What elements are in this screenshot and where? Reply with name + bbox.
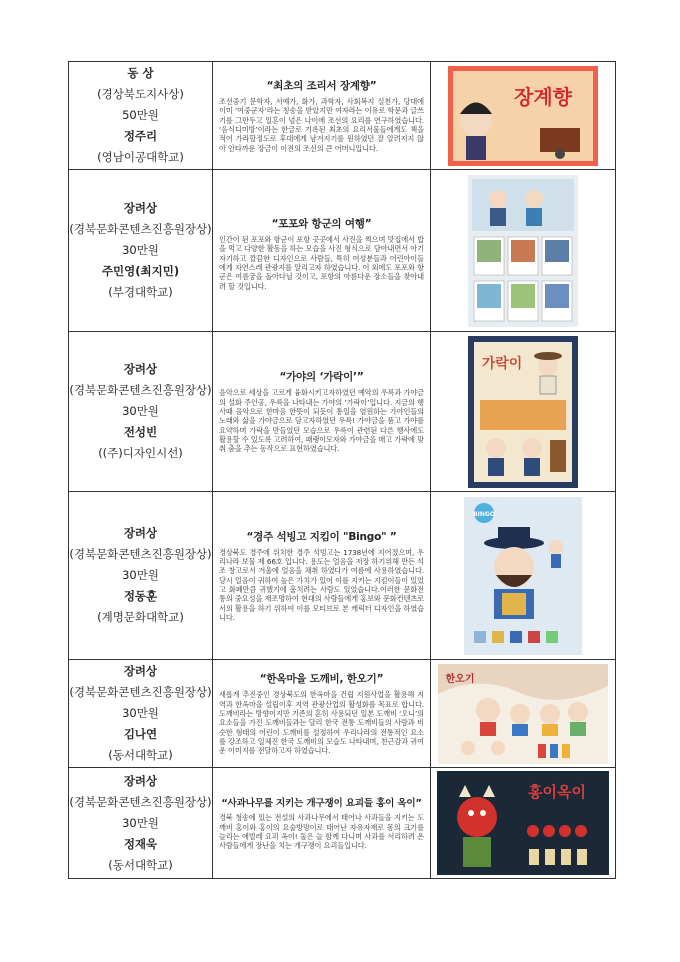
image-title-text: 장계향	[514, 84, 572, 109]
award-prize: 30만원	[122, 706, 159, 720]
award-prize: 30만원	[122, 243, 159, 257]
award-sponsor: (경북문화콘텐츠진흥원장상)	[69, 685, 212, 699]
award-prize: 30만원	[122, 815, 159, 830]
award-info-cell	[69, 332, 213, 492]
image-logo-text: BINGO	[473, 510, 495, 518]
winner-school: (영남이공대학교)	[97, 150, 184, 164]
entry-title: “최초의 조리서 장계향”	[266, 80, 377, 93]
awards-table	[68, 61, 616, 879]
winner-school: (동서대학교)	[108, 857, 173, 872]
award-info-cell	[69, 62, 213, 170]
description-cell	[213, 660, 431, 768]
winner-school: (동서대학교)	[108, 748, 173, 762]
garagi-image	[468, 336, 578, 488]
winner-school: (부경대학교)	[108, 285, 173, 299]
table-row	[69, 62, 616, 170]
image-title-text: 가락이	[481, 355, 523, 372]
description-cell	[213, 332, 431, 492]
image-cell	[431, 62, 616, 170]
award-info-cell	[69, 170, 213, 332]
table-row	[69, 768, 616, 879]
image-cell	[431, 660, 616, 768]
award-name: 장려상	[123, 362, 158, 376]
entry-description: 경북 청송에 있는 전설의 사과나무에서 태어나 사과들을 지키는 도깨비 홍이와 홍이의 요술방망이로 태어난 자유자재로 몸의 크기를 늘리는 애벌레 요괴 옥이! 둘은 늘 함께 다니며 사과를 서리하려 온 사람들에게 장난을 치는 개구쟁이 요괴들입니다.	[219, 813, 424, 851]
entry-title: “포포와 항군의 여행”	[271, 218, 372, 231]
award-prize: 30만원	[122, 404, 159, 418]
entry-title: “가야의 ‘가락이’”	[279, 371, 364, 384]
award-info-cell	[69, 492, 213, 660]
description-cell	[213, 768, 431, 879]
award-info-cell	[69, 768, 213, 879]
award-sponsor: (경북문화콘텐츠진흥원장상)	[69, 222, 212, 236]
award-name: 장려상	[123, 201, 158, 215]
description-cell	[213, 170, 431, 332]
entry-description: 조선중기 문학자, 서예가, 화가, 과학자, 사회복지 실천가, 당대에 이미 ‘여중군자’라는 칭송을 받았지만 여자라는 이유로 학문과 글쓰기를 그만두고 일흔이 넘은 나이에 조선의 요리를 연구하였습니다. ‘음식디미방’이라는 한글로 기록된 최초의 요리서물들에게도 책을 적어 가라할정도로 후대에게 남겨지기를 원하였던 잘 알려지지 않아 안타까운 장금이 이전의 조선의 큰 어머니입니다.	[219, 97, 424, 153]
haneogi-image	[438, 664, 608, 764]
description-cell	[213, 492, 431, 660]
award-info-cell	[69, 660, 213, 768]
award-name: 장려상	[123, 664, 158, 678]
award-prize: 50만원	[122, 108, 159, 122]
hongi-ogi-image	[437, 771, 609, 875]
entry-description: 음악으로 세상을 고르게 융화시키고자하였던 예악의 우륵과 가야금의 설화 주인공, 우륵을 나타내는 가야의 ‘가락이’입니다. 지금의 행사때 음악으로 한마음 한뜻이 되듯이 통일을 염원하는 가야인들의 노래와 삶을 가야금으로 담고자하였던 우륵! 가야금을 품고 가야를 요약하며 가락을 만들었던 모습으로 우륵이 관련된 다른 행사에도 활용할 수 있도록 고려하여, 패랭이모자와 가야금을 매고 가락에 맞춰 춤을 추는 동작으로 표현하였습니다.	[219, 388, 424, 454]
entry-description: 인간이 된 포포와 항군이 포항 곳곳에서 사진을 찍으며 맛집에서 밥을 먹고 다양한 활동을 하는 모습을 사진 형식으로 담아내면서 아기자기하고 깔끔한 디자인으로 사람들, 특히 여성분들과 어린아이들에게 자연스레 관광지를 알리고자 하였습니다. 이 외에도 포포와 항군은 여름궁을 돌아다닐 것이고, 포항의 아름다운 장소들을 찾아내려 할 것입니다.	[219, 235, 424, 291]
winner-school: ((주)디자인시선)	[98, 446, 183, 460]
award-prize: 30만원	[122, 568, 159, 582]
entry-title: “사과나무를 지키는 개구쟁이 요괴들 홍이 옥이”	[221, 798, 422, 810]
winner-name: 정주리	[123, 129, 158, 143]
entry-title: “한옥마을 도깨비, 한오기”	[259, 673, 384, 686]
image-title-text: 홍이옥이	[528, 783, 586, 801]
entry-description: 새롭게 추진중인 경상북도의 한옥마을 건립 지원사업을 활용해 지역과 한옥마을 설립이후 지역 관광산업의 활성화를 목표로 합니다. 도깨비라는 방향이지만 기존의 흔히 사용되던 일본 도깨비 ‘오니’의 요소들을 가진 도깨비들과는 달리 한국 전통 도깨비들의 사랑과 비슷한 형태의 어린이 도깨비를 설정하여 우리나라의 전통적인 요소를 강조하고 일체진 한국 도깨비의 모습도 나타내며, 친근감과 귀여운 이미지를 전달하고자 하였습니다.	[219, 690, 424, 756]
award-sponsor: (경북문화콘텐츠진흥원장상)	[69, 547, 212, 561]
award-sponsor: (경상북도지사상)	[97, 87, 184, 101]
award-sponsor: (경북문화콘텐츠진흥원장상)	[69, 383, 212, 397]
table-row	[69, 170, 616, 332]
jang-gye-hyang-image	[448, 66, 598, 166]
image-cell	[431, 768, 616, 879]
image-title-text: 한오기	[445, 673, 475, 685]
winner-name: 주민영(최지민)	[101, 264, 180, 278]
image-cell	[431, 332, 616, 492]
award-name: 장려상	[123, 773, 158, 788]
description-cell	[213, 62, 431, 170]
table-row	[69, 332, 616, 492]
award-sponsor: (경북문화콘텐츠진흥원장상)	[69, 794, 212, 809]
popo-hanggun-image	[468, 175, 578, 327]
winner-name: 정재욱	[123, 836, 158, 851]
table-row	[69, 492, 616, 660]
image-cell	[431, 170, 616, 332]
entry-title: “경주 석빙고 지킴이 "Bingo" ”	[246, 530, 397, 543]
bingo-image	[464, 497, 582, 655]
winner-school: (계명문화대학교)	[97, 610, 184, 624]
winner-name: 정동훈	[123, 589, 158, 603]
award-name: 동 상	[127, 66, 154, 80]
winner-name: 김나연	[123, 727, 158, 741]
award-name: 장려상	[123, 526, 158, 540]
image-cell	[431, 492, 616, 660]
winner-name: 전성빈	[123, 425, 158, 439]
table-row	[69, 660, 616, 768]
entry-description: 경상북도 경주에 위치한 경주 석빙고는 1738년에 지어졌으며, 우리나라 보물 제 66호 입니다. 용도는 얼음을 저장 하기위해 만든 석조 창고로서 겨울에 얼음을 채취 하였다가 여름에 사용하였습니다. 당시 얼음이 귀하여 높은 가치가 있어 이를 지키는 지킴이들이 있었고 화폐만큼 귀했기에 훔치려는 사람도 있었습니다.이러한 문화전통의 중요성을 재조명하여 현대의 사람들에게 홍보와 문화컨텐츠로서의 활용을 하기 위하여 이를 모티브로 본 캐릭터 디자인을 하였습니다.	[219, 547, 424, 622]
